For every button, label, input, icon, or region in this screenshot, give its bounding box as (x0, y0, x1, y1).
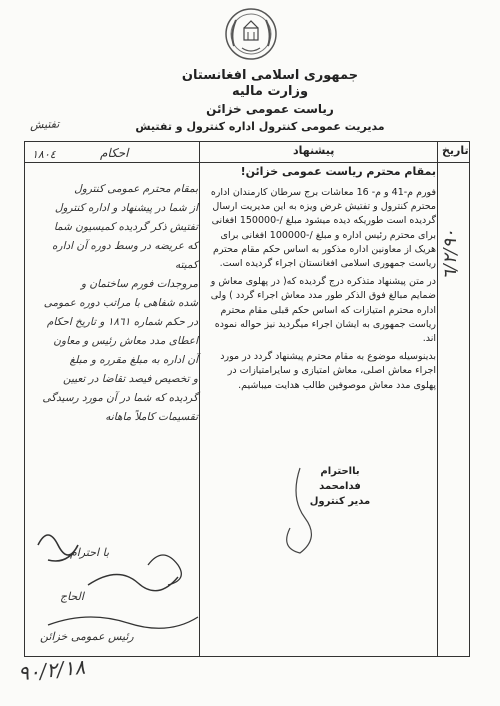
handwritten-bottom-date: ٩٠/٢/١٨ (16, 654, 87, 686)
handwritten-line: مروجدات فورم ساختمان و (80, 278, 198, 290)
handwritten-top-note: تفتیش (29, 117, 60, 132)
handwritten-order-body (34, 180, 198, 427)
header-directorate: مدیریت عمومی کنترول اداره کنترول و تفتیش (135, 120, 385, 133)
handwritten-signature-line: الحاج (60, 590, 84, 603)
handwritten-line: شده شفاهی با مراتب دوره عمومی (43, 297, 198, 309)
proposal-paragraph: فورم م-41 و م- 16 معاشات برج سرطان کارمندان اداره محترم کنترول و تفتیش غرض ویزه به این مدیریت ارسال گردیده است طوریکه دیده میشود مبلغ /-150000 افغانی برای محترم رئیس اداره و مبلغ /-100000 افغانی برای هریک از معاونین اداره مذکور به اساس حکم مقام محترم ریاست جمهوری اسلامی افغانستان اجراء گردیده است. (210, 187, 436, 270)
handwritten-signature-line: رئیس عمومی خزائن (40, 630, 134, 643)
proposal-paragraph: در متن پیشنهاد متذکره درج گردیده که( در پهلوی معاش و ضمایم مبالغ فوق الذکر طور مدد معاش اجراء گردد ) ولی اداره محترم امتیازات که اساس حکم قبلی مقام محترم ریاست جمهوری به ایشان اجراء میگردید نیز حواله نموده اند. (210, 276, 436, 345)
column-header-date: تاریخ (442, 144, 469, 157)
column-divider (437, 142, 438, 656)
handwritten-line: آن اداره به مبلغ مقرره و مبلغ (69, 354, 198, 366)
handwritten-line: که عریضه در وسط دوره آن اداره کمیته (52, 240, 198, 271)
proposal-paragraph: بدینوسیله موضوع به مقام محترم پیشنهاد گردد در مورد اجراء معاش اصلی، معاش امتیازی و سایرامتیازات در پهلوی مدد معاش موصوفین طالب هدایت میباشیم. (220, 351, 436, 391)
proposal-body (204, 186, 436, 397)
handwritten-line: تفتیش ذکر گردیده کمیسیون شما (53, 221, 198, 233)
handwritten-signature-line: با احترام (70, 546, 110, 559)
handwritten-line: تقسیمات کاملاً ماهانه (105, 411, 198, 423)
handwritten-date-column: ٦/٢/٩٠ (440, 229, 461, 280)
signature-scribble-icon (260, 458, 350, 558)
handwritten-line: اعطای مدد معاش رئیس و معاون (53, 335, 198, 347)
handwritten-line: در حکم شماره ١٨٦١ و تاریخ احکام (46, 316, 198, 328)
handwritten-line: از شما در پیشنهاد و اداره کنترول (54, 202, 198, 214)
handwritten-line: بمقام محترم عمومی کنترول (74, 183, 198, 195)
afghanistan-emblem-icon (222, 6, 280, 62)
header-country: جمهوری اسلامی افغانستان (181, 68, 359, 83)
handwritten-hukm-number: ١٨٠٤ (32, 148, 56, 161)
header-divider (25, 162, 469, 163)
header-ministry: وزارت مالیه (231, 84, 309, 99)
closing-respect: بااحترام (320, 466, 360, 477)
signer-name: فدامحمد (319, 481, 361, 492)
header-department: ریاست عمومی خزائن (206, 102, 334, 116)
column-header-proposal: پیشنهاد (293, 144, 335, 157)
handwritten-hukm-label: احکام (100, 146, 129, 160)
handwritten-line: گردیده که شما در آن مورد رسیدگی (42, 392, 198, 404)
handwritten-line: و تخصیص فیصد تقاضا در تعیین (62, 373, 198, 385)
signature-scribble-icon (28, 525, 208, 645)
proposal-salutation: بمقام محترم ریاست عمومی خزائن! (240, 165, 436, 178)
signer-title: مدیر کنترول (309, 496, 371, 507)
